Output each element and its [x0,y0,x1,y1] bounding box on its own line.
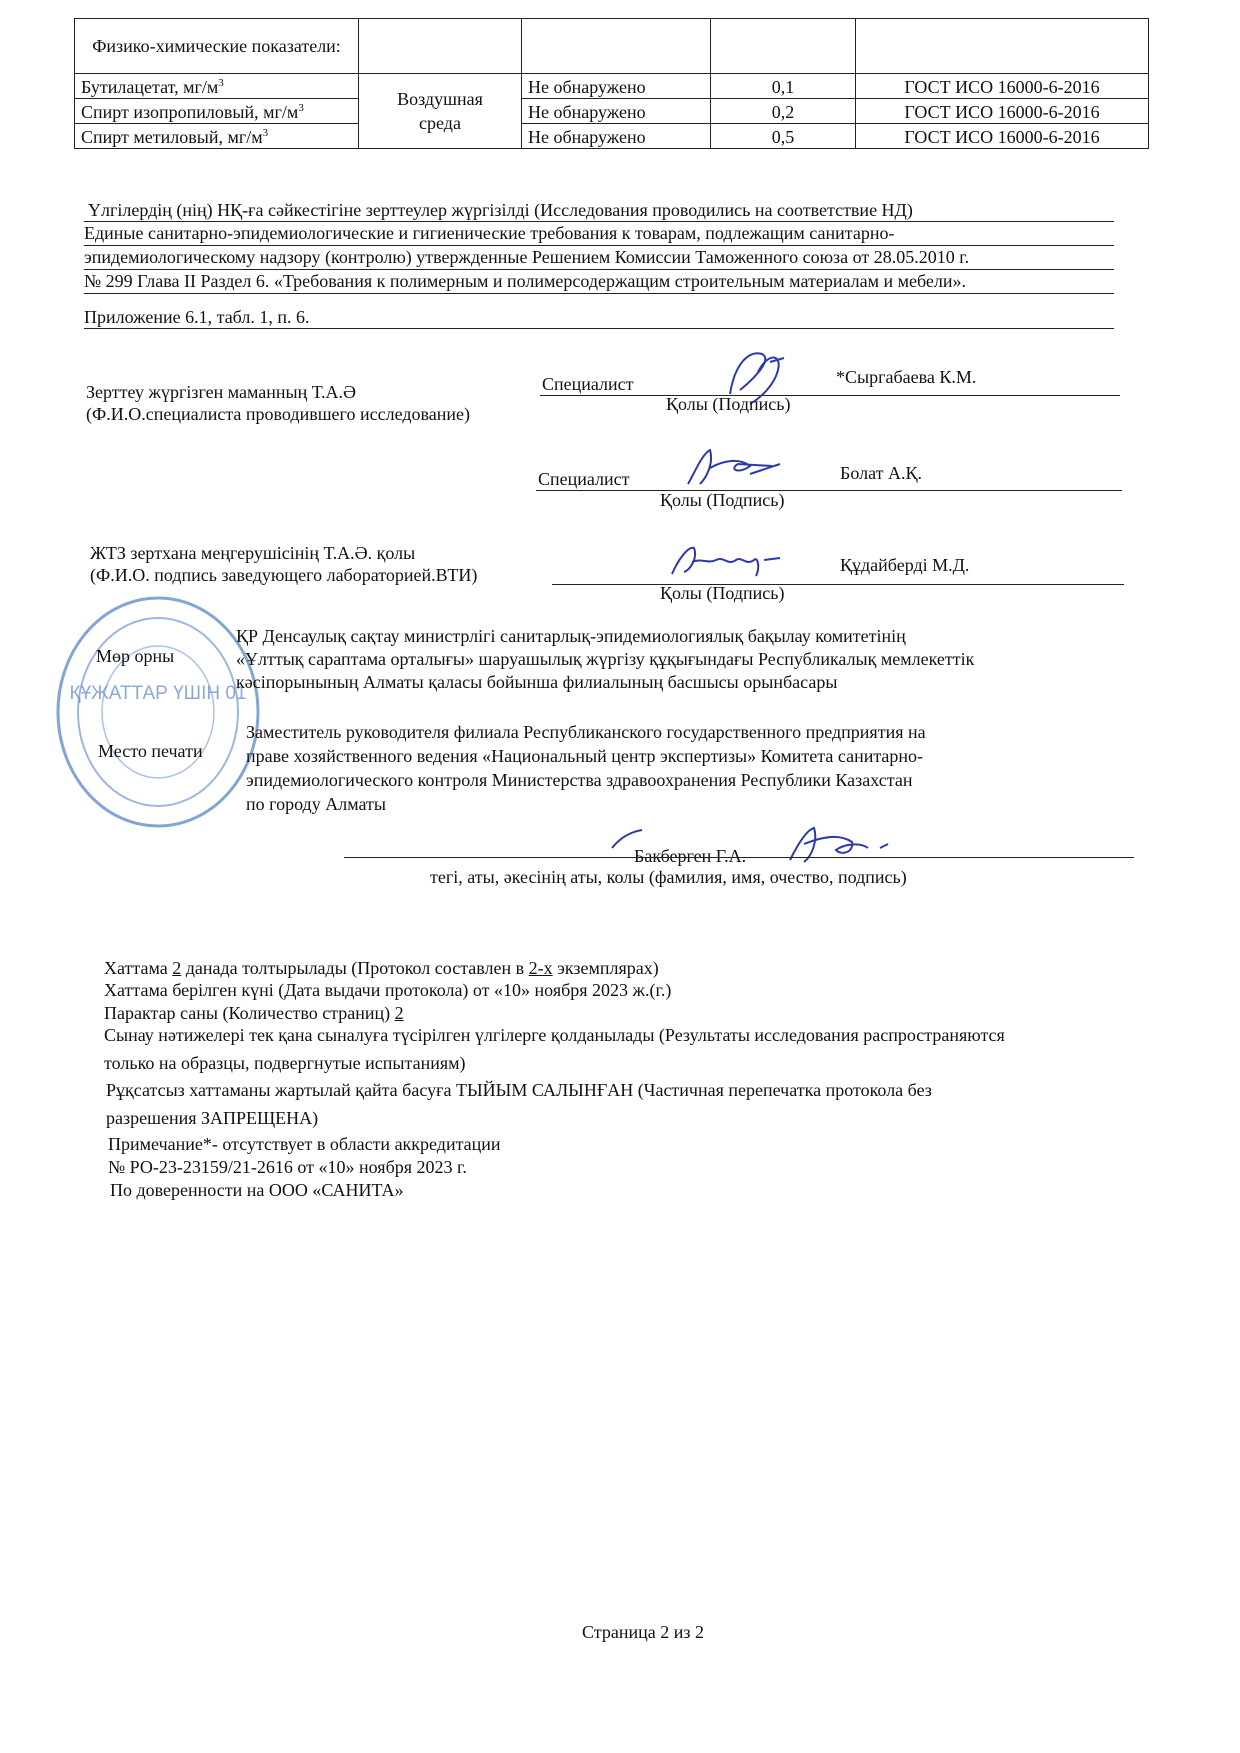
seal-text-ru-4: по городу Алматы [246,794,386,814]
specialist2-sign-caption: Қолы (Подпись) [660,490,785,510]
specialist1-sign-caption: Қолы (Подпись) [666,394,791,414]
proxy-line: По доверенности на ООО «САНИТА» [110,1180,404,1200]
compliance-line-1: Үлгілердің (нің) НҚ-ға сәйкестігіне зерттеулер жүргізілді (Исследования проводились на соответствие НД) [88,200,913,220]
table-header-indicators: Физико-химические показатели: [75,19,359,74]
seal-text-kz-2: «Ұлттық сараптама орталығы» шаруашылық жүргізу құқығындағы Республикалық мемлекеттік [236,649,975,669]
results-scope-line-1: Сынау нәтижелері тек қана сыналуға түсірілген үлгілерге қолданылады (Результаты исследования распространяются [104,1025,1005,1045]
table-cell-result: Не обнаружено [522,74,711,99]
seal-label-kz: Мөр орны [96,646,175,666]
table-cell-limit: 0,5 [711,124,856,149]
specialist2-signature [680,444,790,494]
seal-text-kz-3: кәсіпорынының Алматы қаласы бойынша филиалының басшысы орынбасары [236,672,838,692]
page-number: Страница 2 из 2 [582,1622,704,1642]
table-cell-name: Спирт метиловый, $мг/м^3$ [75,124,359,149]
compliance-line-4: № 299 Глава II Раздел 6. «Требования к полимерным и полимерсодержащим строительным материалам и мебели». [84,271,967,291]
seal-text-ru-2: праве хозяйственного ведения «Национальный центр экспертизы» Комитета санитарно- [246,746,924,766]
reprint-ban-line-2: разрешения ЗАПРЕЩЕНА) [106,1108,319,1128]
table-cell-name: Спирт изопропиловый, $мг/м^3$ [75,99,359,124]
seal-text-ru-3: эпидемиологического контроля Министерства здравоохранения Республики Казахстан [246,770,913,790]
lab-head-signature [668,540,788,584]
stamp-text: ҚҰЖАТТАР ҮШІН 01 [69,683,247,704]
table-row [75,99,1149,124]
specialist2-role: Специалист [538,469,630,489]
copies-line: Хаттама 2 данада толтырылады (Протокол составлен в 2-х экземплярах) [104,958,659,978]
specialist-label-ru: (Ф.И.О.специалиста проводившего исследование) [86,404,470,424]
results-scope-line-2: только на образцы, подвергнутые испытаниям) [104,1053,466,1073]
table-row [75,74,1149,99]
table-cell-result: Не обнаружено [522,124,711,149]
lab-head-sign-caption: Қолы (Подпись) [660,583,785,603]
lab-head-label-ru: (Ф.И.О. подпись заведующего лабораторией.ВТИ) [90,565,478,585]
table-cell-method: ГОСТ ИСО 16000-6-2016 [856,124,1149,149]
specialist2-name: Болат А.Қ. [840,463,922,483]
table-cell-limit: 0,1 [711,74,856,99]
organization-stamp [54,594,262,830]
deputy-name: Бакберген Г.А. [634,846,747,866]
issue-date-line: Хаттама берілген күні (Дата выдачи протокола) от «10» ноября 2023 ж.(г.) [104,980,672,1000]
specialist1-name: *Сыргабаева К.М. [836,367,977,387]
protocol-number: № РО-23-23159/21-2616 от «10» ноября 2023 г. [108,1157,467,1177]
reprint-ban-line-1: Рұқсатсыз хаттаманы жартылай қайта басуға ТЫЙЫМ САЛЫНҒАН (Частичная перепечатка протокола без [106,1080,932,1100]
lab-head-label-kz: ЖТЗ зертхана меңгерушісінің Т.А.Ә. қолы [90,543,416,563]
table-row [75,19,1149,74]
table-cell-method: ГОСТ ИСО 16000-6-2016 [856,74,1149,99]
table-cell-medium: Воздушная среда [359,74,522,149]
deputy-caption: тегі, аты, әкесінің аты, колы (фамилия, имя, очество, подпись) [430,867,907,887]
pages-count-line: Парактар саны (Количество страниц) 2 [104,1003,404,1023]
accreditation-note: Примечание*- отсутствует в области аккредитации [108,1134,501,1154]
seal-label-ru: Место печати [98,741,203,761]
results-table [74,18,1149,149]
specialist-label-kz: Зерттеу жүргізген маманның Т.А.Ә [86,382,356,402]
seal-text-ru-1: Заместитель руководителя филиала Республиканского государственного предприятия на [246,722,926,742]
seal-text-kz-1: ҚР Денсаулық сақтау министрлігі санитарлық-эпидемиологиялық бақылау комитетінің [236,626,906,646]
table-cell-method: ГОСТ ИСО 16000-6-2016 [856,99,1149,124]
table-cell-limit: 0,2 [711,99,856,124]
compliance-line-3: эпидемиологическому надзору (контролю) утвержденные Решением Комиссии Таможенного союза от 28.05.2010 г. [84,247,970,267]
deputy-signature [784,820,904,870]
table-cell-name: Бутилацетат, $мг/м^3$ [75,74,359,99]
compliance-line-5: Приложение 6.1, табл. 1, п. 6. [84,307,310,327]
specialist1-role: Специалист [542,374,634,394]
table-row [75,124,1149,149]
lab-head-name: Құдайберді М.Д. [840,555,970,575]
compliance-line-2: Единые санитарно-эпидемиологические и гигиенические требования к товарам, подлежащим санитарно- [84,223,895,243]
table-cell-result: Не обнаружено [522,99,711,124]
